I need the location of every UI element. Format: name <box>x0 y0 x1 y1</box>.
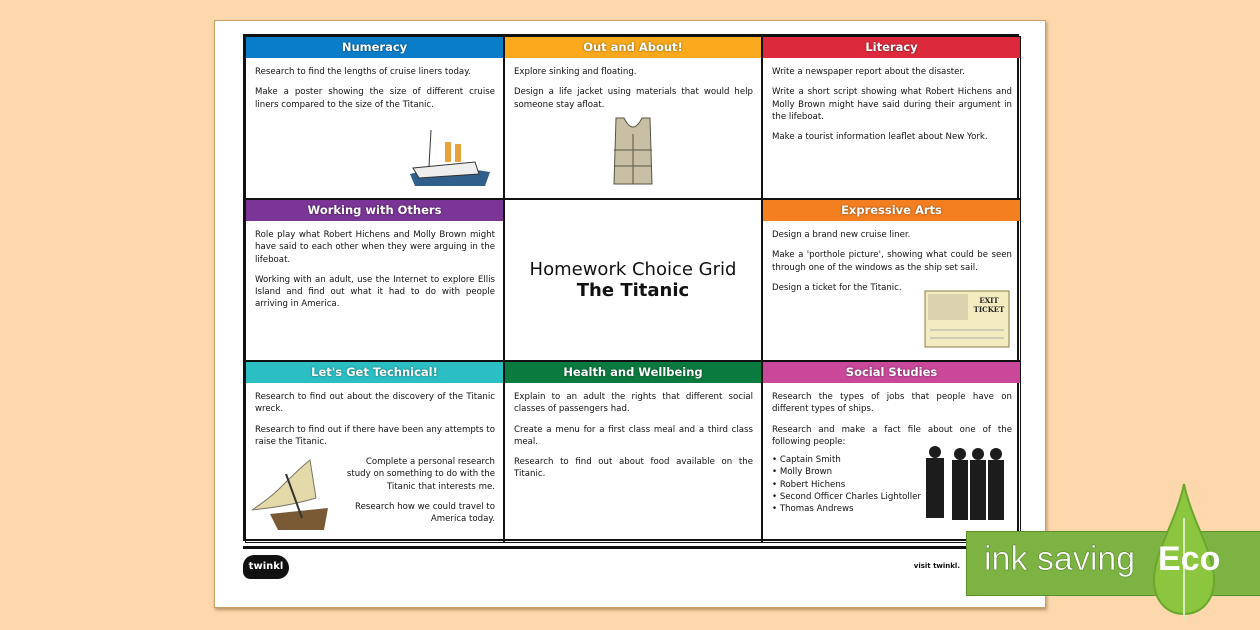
footer-divider <box>243 546 1046 549</box>
life-jacket-image <box>608 116 658 192</box>
task-text: Make a poster showing the size of different cruise liners compared to the size of the Titanic. <box>255 87 495 110</box>
cell-body <box>246 221 503 311</box>
list-item: • Molly Brown <box>772 466 1012 478</box>
task-text: Explore sinking and floating. <box>514 67 637 77</box>
grid-cell <box>762 361 1021 543</box>
grid-cell <box>245 361 504 543</box>
cell-heading: Out and About! <box>505 37 761 58</box>
crew-image <box>922 444 1012 538</box>
task-text: Working with an adult, use the Internet to explore Ellis Island and find out what it had to do with people arriving in America. <box>255 274 495 310</box>
cell-body <box>505 383 761 481</box>
cell-body <box>763 221 1020 294</box>
grid-cell <box>504 36 762 199</box>
cell-heading: Working with Others <box>246 200 503 221</box>
task-text: Research to find out about food available on the Titanic. <box>514 457 753 480</box>
task-text: Explain to an adult the rights that different social classes of passengers had. <box>514 392 753 415</box>
twinkl-logo: twinkl <box>243 555 289 579</box>
wreck-image <box>250 458 330 536</box>
cell-body <box>246 58 503 111</box>
grid-cell <box>245 199 504 361</box>
task-text: Design a ticket for the Titanic. <box>772 282 902 293</box>
list-item: • Thomas Andrews <box>772 503 1012 515</box>
cell-heading: Health and Wellbeing <box>505 362 761 383</box>
ticket-image <box>924 290 1010 352</box>
eco-label: Eco <box>1158 540 1221 578</box>
grid-subtitle: The Titanic <box>576 280 690 301</box>
task-text: Write a newspaper report about the disaster. <box>772 67 965 77</box>
task-text: Role play what Robert Hichens and Molly Brown might have said to each other when they were arguing in the lifeboat. <box>255 230 495 265</box>
task-text: Research how we could travel to America today. <box>355 502 495 525</box>
task-text: Research to find out if there have been any attempts to raise the Titanic. <box>255 424 495 447</box>
visit-link[interactable]: visit twinkl. <box>913 562 960 570</box>
grid-title: Homework Choice Grid <box>529 259 737 280</box>
task-text: Design a life jacket using materials that would help someone stay afloat. <box>514 87 753 110</box>
cell-heading: Numeracy <box>246 37 503 58</box>
grid-cell <box>504 199 762 361</box>
task-text: Research to find out about the discovery of the Titanic wreck. <box>255 392 495 415</box>
task-text: Make a 'porthole picture', showing what could be seen through one of the windows as the ship set sail. <box>772 250 1012 273</box>
choice-grid <box>243 34 1019 541</box>
cell-heading: Let's Get Technical! <box>246 362 503 383</box>
grid-cell <box>245 36 504 199</box>
task-text: Write a short script showing what Robert Hichens and Molly Brown might have said during their argument in the lifeboat. <box>772 87 1012 122</box>
list-item: • Captain Smith <box>772 454 1012 466</box>
task-text: Create a menu for a first class meal and a third class meal. <box>514 424 753 447</box>
task-text: Research and make a fact file about one of the following people: <box>772 424 1012 447</box>
cell-body <box>505 58 761 111</box>
task-text: Design a brand new cruise liner. <box>772 230 911 240</box>
task-text: Research the types of jobs that people have on different types of ships. <box>772 392 1012 415</box>
ink-saving-label: ink saving <box>984 540 1136 578</box>
cell-heading: Social Studies <box>763 362 1020 383</box>
task-text: Complete a personal research study on something to do with the Titanic that interests me. <box>346 457 495 492</box>
grid-cell <box>504 361 762 543</box>
task-text: Make a tourist information leaflet about New York. <box>772 132 988 143</box>
grid-cell <box>762 199 1021 361</box>
list-item: • Second Officer Charles Lightoller <box>772 491 1012 503</box>
cell-body <box>763 58 1020 143</box>
cell-heading: Literacy <box>763 37 1020 58</box>
list-item: • Robert Hichens <box>772 479 1012 491</box>
ship-image <box>405 124 495 192</box>
extra-tasks <box>343 456 495 525</box>
task-text: Research to find the lengths of cruise liners today. <box>255 67 471 77</box>
grid-cell <box>762 36 1021 199</box>
ticket-text: EXIT TICKET <box>973 296 1005 314</box>
cell-heading: Expressive Arts <box>763 200 1020 221</box>
